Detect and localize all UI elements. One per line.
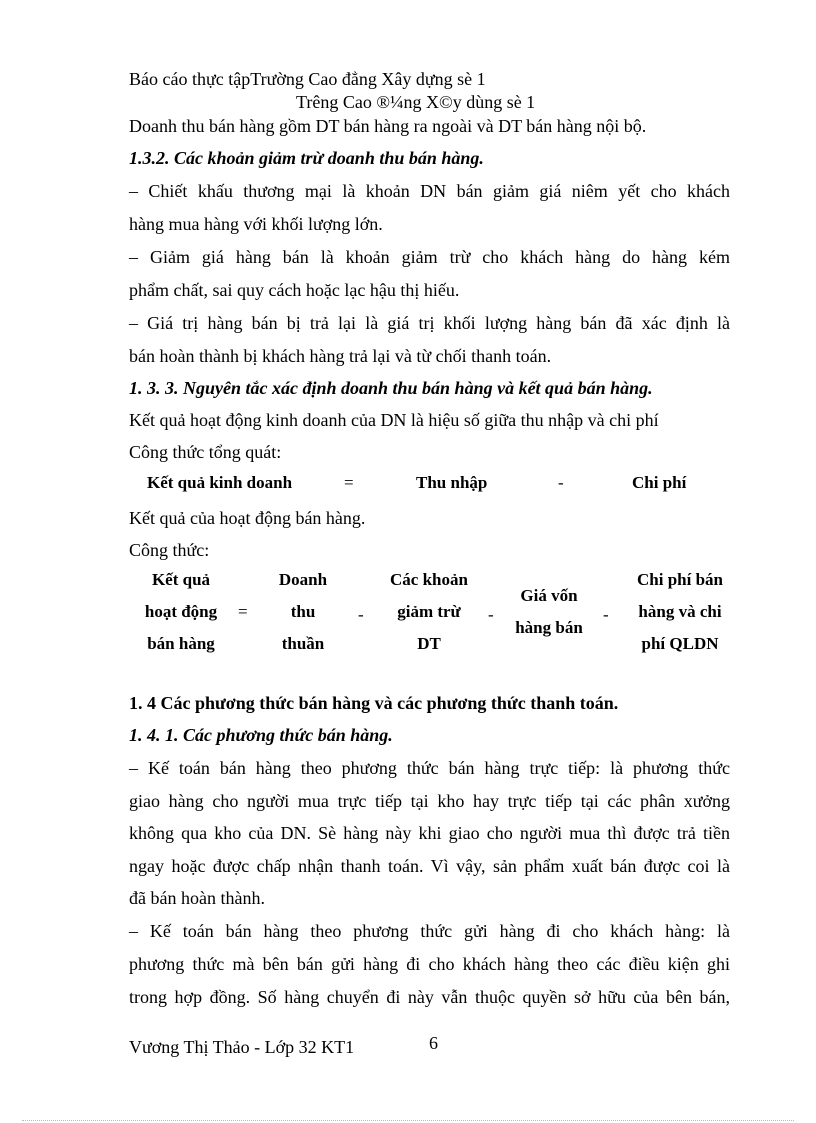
paragraph-truc-tiep-line-4: ngay hoặc được chấp nhận thanh toán. Vì vậy, sản phẩm xuất bán được coi là — [129, 856, 730, 876]
header-line-1: Báo cáo thực tậpTrường Cao đẳng Xây dựng sè 1 — [129, 69, 486, 89]
paragraph-intro: Doanh thu bán hàng gồm DT bán hàng ra ngoài và DT bán hàng nội bộ. — [129, 116, 647, 136]
paragraph-tra-lai-line-1: – Giá trị hàng bán bị trả lại là giá trị khối lượng hàng bán đã xác định là — [129, 313, 730, 333]
formula2-minus-1: - — [358, 605, 364, 624]
formula2-minus-2: - — [488, 605, 494, 624]
document-page: Báo cáo thực tậpTrường Cao đẳng Xây dựng sè 1 Trêng Cao ®¼ng X©y dùng sè 1 Doanh thu bán hàng gồm DT bán hàng ra ngoài và DT bán hàng nội bộ. 1.3.2. Các khoản giảm trừ doanh thu bán hàng. – Chiết khấu thương mại là khoản DN bán giảm giá niêm yết cho khách hàng mua hàng với khối lượng lớn. – Giảm giá hàng bán là khoản giảm trừ cho khách hàng do hàng kém phẩm chất, sai quy cách hoặc lạc hậu thị hiếu. – Giá trị hàng bán bị trả lại là giá trị khối lượng hàng bán đã xác định là bán hoàn thành bị khách hàng trả lại và từ chối thanh toán. 1. 3. 3. Nguyên tắc xác định doanh thu bán hàng và kết quả bán hàng. Kết quả hoạt động kinh doanh của DN là hiệu số giữa thu nhập và chi phí Công thức tổng quát: Kết quả kinh doanh = Thu nhập - Chi phí Kết quả của hoạt động bán hàng. Công thức: Kết quả hoạt động bán hàng = Doanh thu thuần - Các khoản giảm trừ DT - Giá vốn hàng bán - Chi phí bán hàng và chi phí QLDN 1. 4 Các phương thức bán hàng và các phương thức thanh toán. 1. 4. 1. Các phương thức bán hàng. – Kế toán bán hàng theo phương thức bán hàng trực tiếp: là phương thức giao hàng cho người mua trực tiếp tại kho hay trực tiếp tại các phân xưởng không qua kho của DN. Sè hàng này khi giao cho người mua thì được trả tiền ngay hoặc được chấp nhận thanh toán. Vì vậy, sản phẩm xuất bán được coi là đã bán hoàn thành. – Kế toán bán hàng theo phương thức gửi hàng đi cho khách hàng: là phương thức mà bên bán gửi hàng đi cho khách hàng theo các điều kiện ghi trong hợp đồng. Số hàng chuyển đi này vẫn thuộc quyền sở hữu của bên bán, Vương Thị Thảo - Lớp 32 KT1 6 — [0, 0, 816, 1123]
paragraph-gui-hang-line-1: – Kế toán bán hàng theo phương thức gửi hàng đi cho khách hàng: là — [129, 921, 730, 941]
formula-term-chi-phi: Chi phí — [632, 473, 687, 492]
paragraph-tra-lai-line-2: bán hoàn thành bị khách hàng trả lại và từ chối thanh toán. — [129, 346, 552, 366]
paragraph-chiet-khau-line-1: – Chiết khấu thương mại là khoản DN bán giảm giá niêm yết cho khách — [129, 181, 730, 201]
paragraph-truc-tiep-line-2: giao hàng cho người mua trực tiếp tại kho hay trực tiếp tại các phân xưởng — [129, 791, 730, 811]
formula-equals: = — [344, 473, 354, 492]
label-cong-thuc: Công thức: — [129, 540, 210, 560]
paragraph-truc-tiep-line-5: đã bán hoàn thành. — [129, 888, 265, 908]
paragraph-giam-gia-line-1: – Giảm giá hàng bán là khoản giảm trừ cho khách hàng do hàng kém — [129, 247, 730, 267]
paragraph-gui-hang-line-2: phương thức mà bên bán gửi hàng đi cho khách hàng theo các điều kiện ghi — [129, 954, 730, 974]
heading-1-4: 1. 4 Các phương thức bán hàng và các phương thức thanh toán. — [129, 693, 619, 713]
footer-page-number: 6 — [429, 1033, 438, 1053]
footer-author: Vương Thị Thảo - Lớp 32 KT1 — [129, 1037, 355, 1057]
formula2-minus-3: - — [603, 605, 609, 624]
formula-minus: - — [558, 473, 564, 492]
heading-1-4-1: 1. 4. 1. Các phương thức bán hàng. — [129, 725, 393, 745]
paragraph-truc-tiep-line-1: – Kế toán bán hàng theo phương thức bán hàng trực tiếp: là phương thức — [129, 758, 730, 778]
formula-term-ket-qua-kinh-doanh: Kết quả kinh doanh — [147, 473, 293, 492]
label-cong-thuc-tong-quat: Công thức tổng quát: — [129, 442, 282, 462]
page-bottom-divider — [22, 1120, 794, 1121]
formula-term-thu-nhap: Thu nhập — [416, 473, 488, 492]
header-line-2: Trêng Cao ®¼ng X©y dùng sè 1 — [296, 92, 536, 112]
paragraph-chiet-khau-line-2: hàng mua hàng với khối lượng lớn. — [129, 214, 383, 234]
heading-1-3-2: 1.3.2. Các khoản giảm trừ doanh thu bán hàng. — [129, 148, 484, 168]
formula2-equals: = — [238, 602, 248, 621]
paragraph-gui-hang-line-3: trong hợp đồng. Số hàng chuyển đi này vẫn thuộc quyền sở hữu của bên bán, — [129, 987, 730, 1007]
paragraph-ket-qua-ban-hang: Kết quả của hoạt động bán hàng. — [129, 508, 366, 528]
heading-1-3-3: 1. 3. 3. Nguyên tắc xác định doanh thu bán hàng và kết quả bán hàng. — [129, 378, 653, 398]
paragraph-ket-qua: Kết quả hoạt động kinh doanh của DN là hiệu số giữa thu nhập và chi phí — [129, 410, 659, 430]
paragraph-truc-tiep-line-3: không qua kho của DN. Sè hàng này khi giao cho người mua thì được trả tiền — [129, 823, 730, 843]
paragraph-giam-gia-line-2: phẩm chất, sai quy cách hoặc lạc hậu thị hiếu. — [129, 280, 460, 300]
